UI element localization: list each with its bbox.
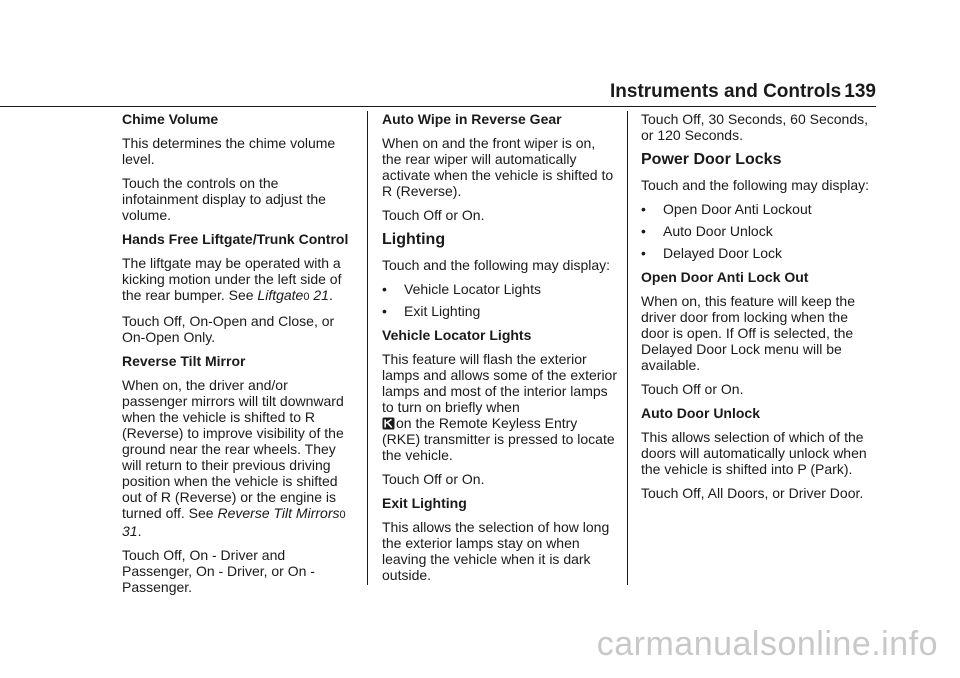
list-item-label: Vehicle Locator Lights — [404, 281, 541, 297]
chime-volume-heading: Chime Volume — [122, 111, 219, 127]
list-item — [641, 201, 877, 217]
list-item-label: Delayed Door Lock — [663, 245, 783, 261]
liftgate-text — [122, 255, 352, 305]
list-item — [382, 281, 618, 297]
header-rule — [0, 106, 876, 107]
mirror-page-ref[interactable]: 31 — [122, 523, 138, 539]
page-header — [610, 81, 876, 107]
liftgate-options: Touch Off, On-Open and Close, or On-Open Only. — [122, 313, 335, 345]
mirror-period: . — [137, 523, 142, 539]
auto-door-unlock-options: Touch Off, All Doors, or Driver Door. — [641, 485, 864, 501]
column-2 — [382, 111, 618, 591]
lighting-section-heading: Lighting — [382, 231, 446, 248]
anti-lockout-heading: Open Door Anti Lock Out — [641, 269, 809, 285]
header-section-title: Instruments and Controls — [610, 81, 842, 102]
column-3 — [641, 111, 877, 509]
anti-lockout-options: Touch Off or On. — [641, 381, 744, 397]
liftgate-period: . — [328, 287, 333, 303]
liftgate-page-ref[interactable]: 21 — [313, 287, 329, 303]
watermark: carmanualsonline.info — [596, 625, 938, 663]
column-divider-2 — [627, 111, 628, 585]
chime-volume-text: This determines the chime volume level. — [122, 135, 336, 167]
auto-wipe-text: When on and the front wiper is on, the rear wiper will automatically activate when the vehicle is shifted to R (Reverse). — [382, 135, 614, 199]
vehicle-locator-text-cont: on the Remote Keyless Entry (RKE) transmitter is pressed to locate the vehicle. — [382, 415, 615, 463]
list-item-label: Open Door Anti Lockout — [663, 201, 812, 217]
reverse-tilt-mirror-heading: Reverse Tilt Mirror — [122, 353, 246, 369]
list-item — [641, 223, 877, 239]
vehicle-locator-text-body: This feature will flash the exterior lamps and allows some of the exterior lamps and most of the interior lamps to turn on briefly when — [382, 351, 617, 415]
vehicle-locator-text — [382, 351, 618, 463]
list-item-label: Auto Door Unlock — [663, 223, 773, 239]
power-door-locks-heading: Power Door Locks — [641, 151, 782, 168]
mirror-text-body: When on, the driver and/or passenger mirrors will tilt downward when the vehicle is shifted to R (Reverse) to improve visibility of the ground near the rear wheels. They will return to their previous driving position when the vehicle is shifted out of R (Reverse) or the engine is turned off. See — [122, 377, 344, 521]
bullet-icon: • — [382, 303, 387, 319]
exit-lighting-options: Touch Off, 30 Seconds, 60 Seconds, or 120 Seconds. — [641, 111, 869, 143]
reverse-tilt-mirror-text — [122, 377, 352, 539]
power-door-locks-intro: Touch and the following may display: — [641, 177, 870, 193]
column-1 — [122, 111, 352, 603]
bullet-icon: • — [641, 201, 646, 217]
exit-lighting-heading: Exit Lighting — [382, 495, 467, 511]
list-item — [382, 303, 618, 319]
liftgate-heading: Hands Free Liftgate/Trunk Control — [122, 231, 349, 247]
vehicle-locator-heading: Vehicle Locator Lights — [382, 327, 532, 343]
reverse-tilt-mirror-options: Touch Off, On - Driver and Passenger, On - Driver, or On - Passenger. — [122, 547, 315, 595]
list-item — [641, 245, 877, 261]
lighting-intro: Touch and the following may display: — [382, 257, 611, 273]
anti-lockout-text: When on, this feature will keep the driver door from locking when the door is open. If Off is selected, the Delayed Door Lock menu will be available. — [641, 293, 856, 373]
chime-volume-instructions: Touch the controls on the infotainment display to adjust the volume. — [122, 175, 326, 223]
liftgate-link[interactable]: Liftgate — [257, 287, 304, 303]
bullet-icon: • — [382, 281, 387, 297]
liftgate-text-body: The liftgate may be operated with a kicking motion under the left side of the rear bumper. See — [122, 255, 342, 303]
vehicle-locator-options: Touch Off or On. — [382, 471, 485, 487]
auto-wipe-heading: Auto Wipe in Reverse Gear — [382, 111, 562, 127]
page-number: 139 — [844, 81, 876, 102]
list-item-label: Exit Lighting — [404, 303, 481, 319]
key-fob-unlock-icon — [382, 417, 395, 430]
auto-wipe-options: Touch Off or On. — [382, 207, 485, 223]
page-ref-arrow-icon: 0 — [339, 509, 346, 521]
reverse-tilt-mirrors-link[interactable]: Reverse Tilt Mirrors — [217, 505, 340, 521]
auto-door-unlock-heading: Auto Door Unlock — [641, 405, 760, 421]
bullet-icon: • — [641, 223, 646, 239]
bullet-icon: • — [641, 245, 646, 261]
page-ref-arrow-icon: 0 — [303, 291, 310, 303]
auto-door-unlock-text: This allows selection of which of the doors will automatically unlock when the vehicle is shifted into P (Park). — [641, 429, 867, 477]
column-divider-1 — [367, 111, 368, 585]
exit-lighting-text: This allows the selection of how long the exterior lamps stay on when leaving the vehicle when it is dark outside. — [382, 519, 610, 583]
